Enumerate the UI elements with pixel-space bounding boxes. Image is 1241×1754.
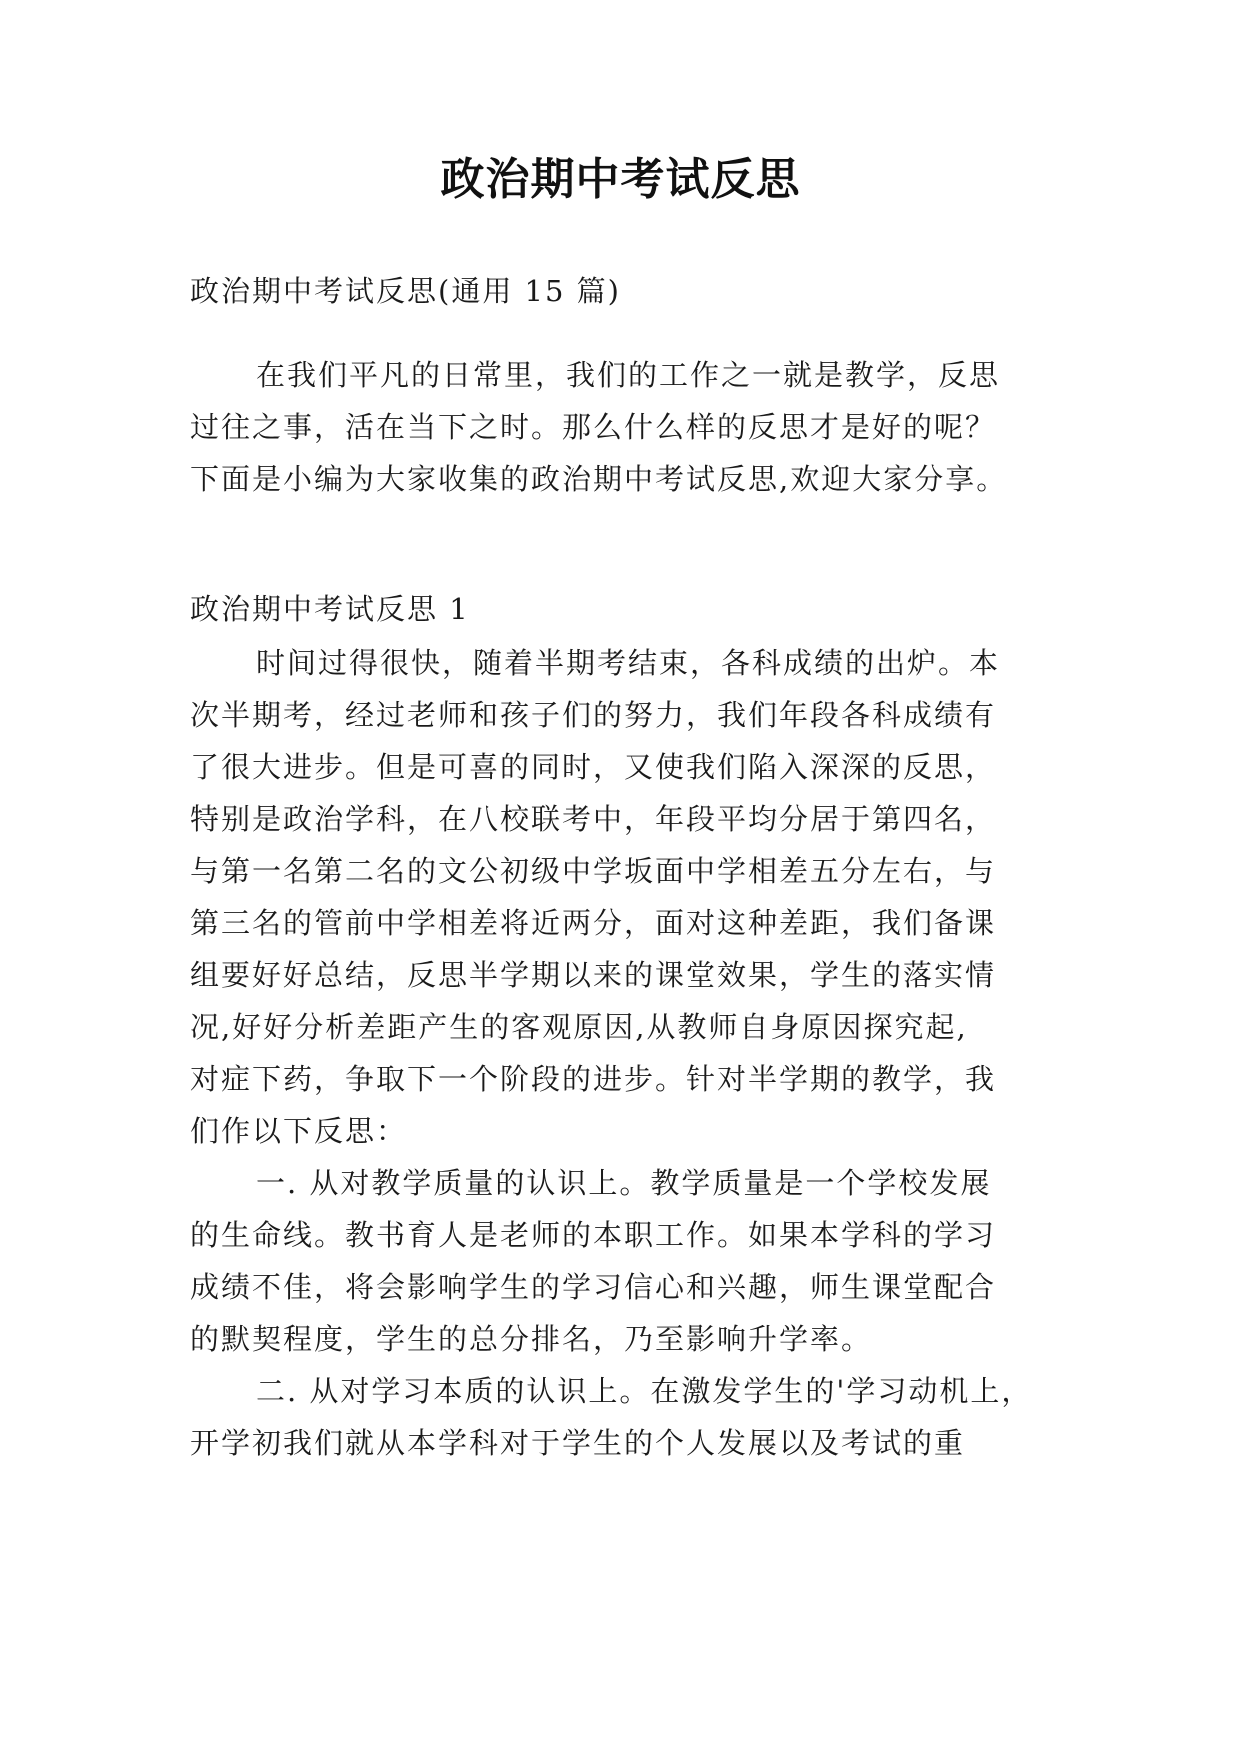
paragraph-line: 况,好好分析差距产生的客观原因,从教师自身原因探究起, xyxy=(190,1010,968,1044)
paragraph-line: 过往之事，活在当下之时。那么什么样的反思才是好的呢？ xyxy=(190,410,997,444)
paragraph-line: 时间过得很快，随着半期考结束，各科成绩的出炉。本 xyxy=(256,646,1001,680)
paragraph-line: 开学初我们就从本学科对于学生的个人发展以及考试的重 xyxy=(190,1426,966,1460)
paragraph-line: 的默契程度，学生的总分排名，乃至影响升学率。 xyxy=(190,1322,873,1356)
paragraph-line: 在我们平凡的日常里，我们的工作之一就是教学，反思 xyxy=(256,358,1001,392)
paragraph-line: 组要好好总结，反思半学期以来的课堂效果，学生的落实情 xyxy=(190,958,997,992)
section-body xyxy=(190,637,1046,1469)
document-subtitle: 政治期中考试反思(通用 15 篇) xyxy=(190,274,621,308)
paragraph-line: 二. 从对学习本质的认识上。在激发学生的'学习动机上， xyxy=(256,1374,1033,1408)
document-title: 政治期中考试反思 xyxy=(440,154,801,205)
paragraph-line: 特别是政治学科，在八校联考中，年段平均分居于第四名， xyxy=(190,802,997,836)
paragraph-line: 下面是小编为大家收集的政治期中考试反思,欢迎大家分享。 xyxy=(190,462,1008,496)
paragraph-line: 的生命线。教书育人是老师的本职工作。如果本学科的学习 xyxy=(190,1218,997,1252)
intro-paragraph xyxy=(190,349,1046,505)
paragraph-line: 一. 从对教学质量的认识上。教学质量是一个学校发展 xyxy=(256,1166,992,1200)
paragraph-line: 第三名的管前中学相差将近两分，面对这种差距，我们备课 xyxy=(190,906,997,940)
paragraph-line: 们作以下反思： xyxy=(190,1114,408,1148)
paragraph-line: 与第一名第二名的文公初级中学坂面中学相差五分左右，与 xyxy=(190,854,997,888)
paragraph-line: 对症下药，争取下一个阶段的进步。针对半学期的教学，我 xyxy=(190,1062,997,1096)
paragraph-line: 次半期考，经过老师和孩子们的努力，我们年段各科成绩有 xyxy=(190,698,997,732)
paragraph-line: 成绩不佳，将会影响学生的学习信心和兴趣，师生课堂配合 xyxy=(190,1270,997,1304)
paragraph-line: 了很大进步。但是可喜的同时，又使我们陷入深深的反思， xyxy=(190,750,997,784)
section-heading: 政治期中考试反思 1 xyxy=(190,592,470,626)
